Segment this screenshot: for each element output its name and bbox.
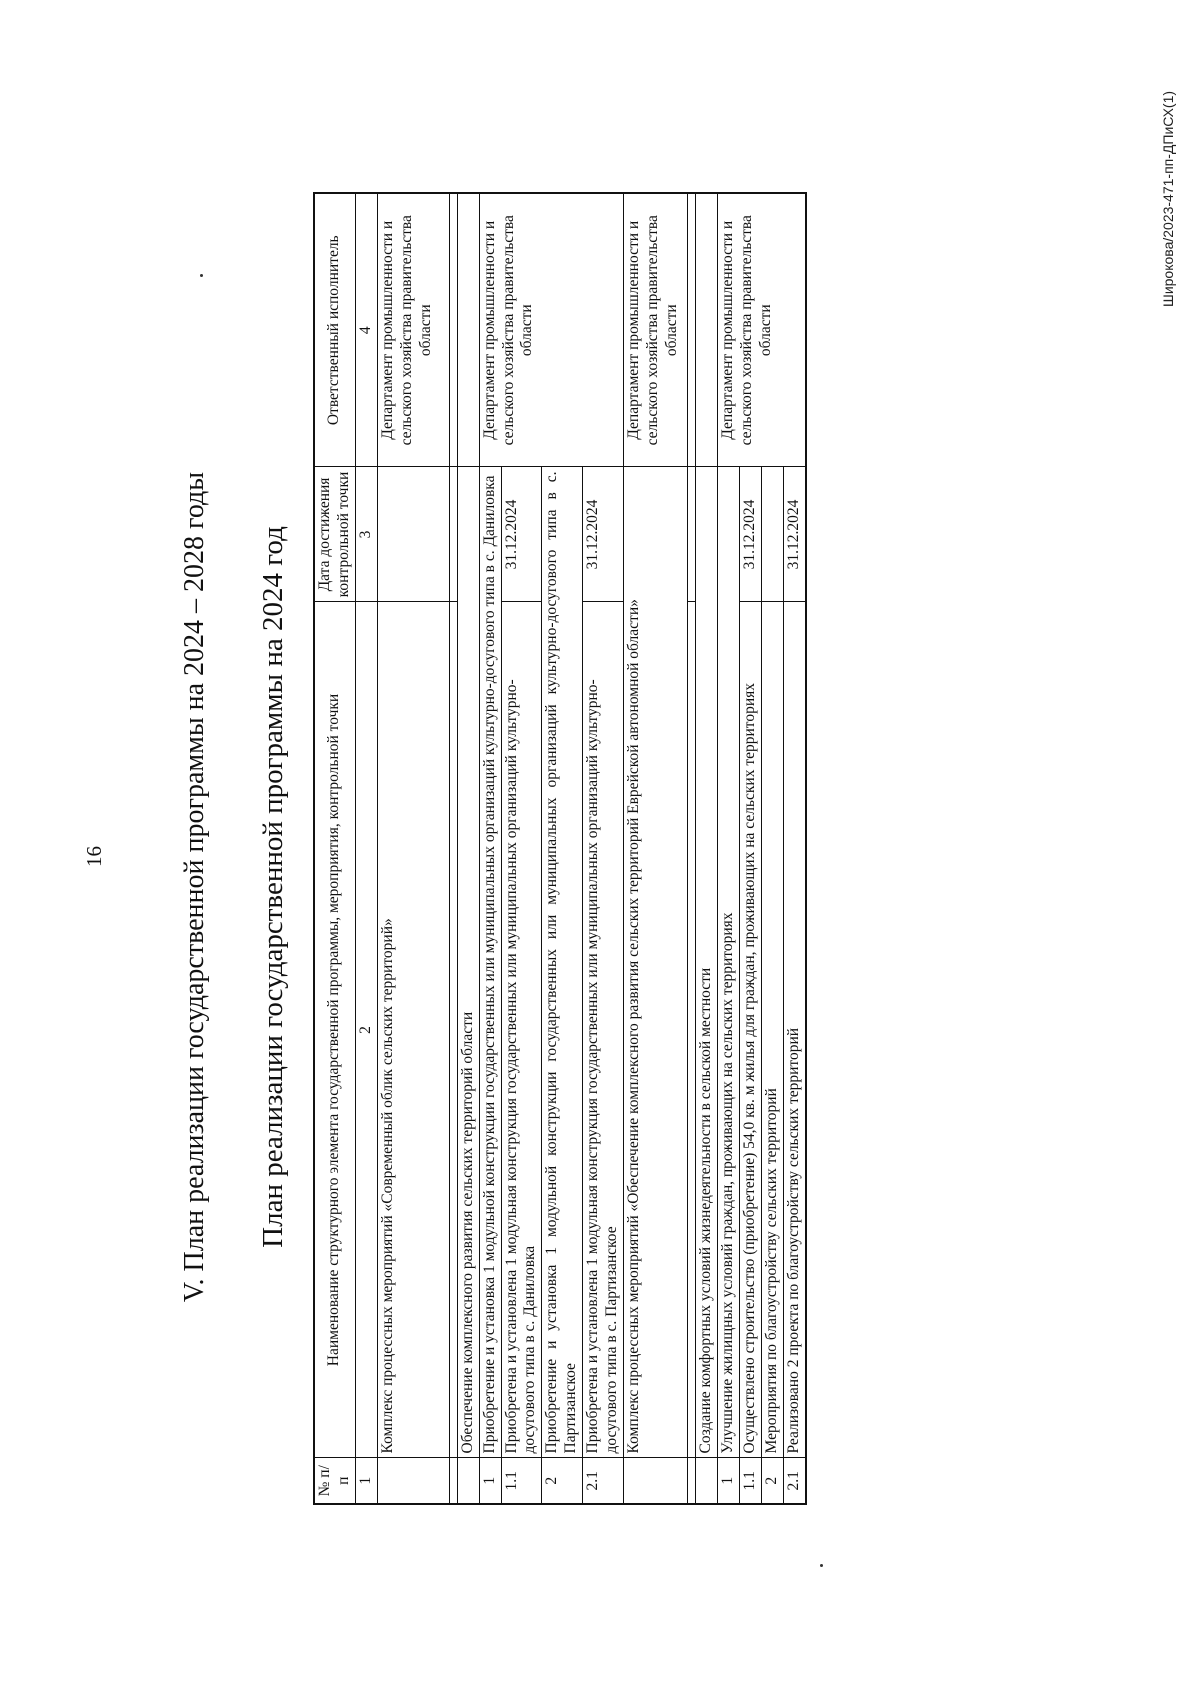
row-text: Реализовано 2 проекта по благоустройству сельских территорий (783, 602, 805, 1458)
scan-speck (820, 1564, 823, 1567)
row-text: Приобретена и установлена 1 модульная конструкция государственных или муниципальных организаций культурно-досугового типа в с. Даниловка (501, 602, 542, 1458)
plan-table (313, 192, 807, 1505)
sub-heading: План реализации государственной программы на 2024 год (257, 526, 289, 1248)
section-title: Создание комфортных условий жизнедеятельности в сельской местности (695, 467, 717, 1458)
row-text: Приобретена и установлена 1 модульная конструкция государственных или муниципальных организаций культурно-досугового типа в с. Партизанское (583, 602, 624, 1458)
main-heading: V. План реализации государственной программы на 2024 – 2028 годы (179, 471, 210, 1303)
header-num: № п/п (314, 1458, 355, 1504)
header-name: Наименование структурного элемента государственной программы, мероприятия, контрольной точки (314, 602, 355, 1458)
section-title: Обеспечение комплексного развития сельских территорий области (457, 467, 479, 1458)
column-number: 4 (355, 193, 377, 467)
responsible-cell: Департамент промышленности и сельского хозяйства правительства области (717, 193, 805, 467)
column-number: 3 (355, 467, 377, 602)
row-date: 31.12.2024 (501, 467, 542, 602)
row-number: 1.1 (501, 1458, 542, 1504)
header-date: Дата достижения контрольной точки (314, 467, 355, 602)
row-number: 1 (717, 1458, 739, 1504)
row-date: 31.12.2024 (739, 467, 761, 602)
complex-title: Комплекс процессных мероприятий «Современный облик сельских территорий» (377, 602, 449, 1458)
section-row (695, 193, 717, 1504)
spacer-row (449, 193, 457, 1504)
scan-speck (200, 274, 203, 277)
table-row (479, 193, 501, 1504)
document-code: Широкова/2023-471-пп-ДПиСХ(1) (1160, 90, 1176, 307)
table-row (377, 193, 449, 1504)
header-responsible: Ответственный исполнитель (314, 193, 355, 467)
table-row (717, 193, 739, 1504)
row-number: 1 (479, 1458, 501, 1504)
row-text: Приобретение и установка 1 модульной конструкции государственных или муниципальных организаций культурно-досугового типа в с. Даниловка (479, 467, 501, 1458)
row-number: 2.1 (783, 1458, 805, 1504)
row-text: Мероприятия по благоустройству сельских территорий (761, 602, 783, 1458)
row-text: Осуществлено строительство (приобретение) 54,0 кв. м жилья для граждан, проживающих на сельских территориях (739, 602, 761, 1458)
table-row (623, 193, 687, 1504)
column-number: 2 (355, 602, 377, 1458)
page-number: 16 (82, 846, 106, 867)
table-header-row (314, 193, 355, 1504)
row-date: 31.12.2024 (783, 467, 805, 602)
row-text: Улучшение жилищных условий граждан, проживающих на сельских территориях (717, 467, 739, 1458)
row-number: 1.1 (739, 1458, 761, 1504)
spacer-row (687, 193, 695, 1504)
section-row (457, 193, 479, 1504)
row-number: 2 (761, 1458, 783, 1504)
row-date: 31.12.2024 (583, 467, 624, 602)
row-number: 2 (542, 1458, 583, 1504)
row-text: Приобретение и установка 1 модульной конструкции государственных или муниципальных организаций культурно-досугового типа в с. Партизанское (542, 467, 583, 1458)
responsible-cell: Департамент промышленности и сельского хозяйства правительства области (377, 193, 449, 467)
responsible-cell: Департамент промышленности и сельского хозяйства правительства области (479, 193, 623, 467)
column-number-row (355, 193, 377, 1504)
column-number: 1 (355, 1458, 377, 1504)
complex-title: Комплекс процессных мероприятий «Обеспечение комплексного развития сельских территорий Еврейской автономной области» (623, 467, 687, 1458)
row-number: 2.1 (583, 1458, 624, 1504)
responsible-cell: Департамент промышленности и сельского хозяйства правительства области (623, 193, 687, 467)
